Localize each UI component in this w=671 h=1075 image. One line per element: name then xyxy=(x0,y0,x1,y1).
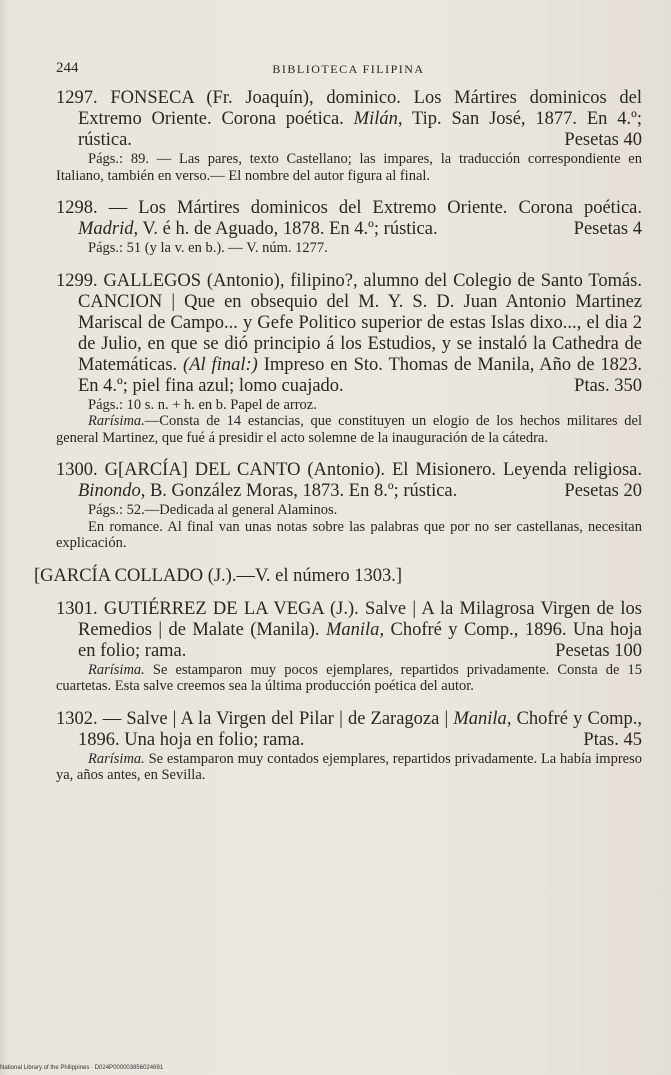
entry-text-rest: , B. González Moras, 1873. En 8.º; rústica. xyxy=(140,481,458,501)
entry-note: Págs.: 10 s. n. + h. en b. Papel de arroz. xyxy=(88,396,317,413)
entry-place: Manila xyxy=(453,708,507,729)
page-header xyxy=(56,60,641,80)
entry-place: Manila xyxy=(325,619,380,640)
entry-1299 xyxy=(56,271,642,447)
rarity-label: Rarísima. xyxy=(88,413,145,429)
rarity-label: Rarísima. xyxy=(88,750,145,767)
entry-1302 xyxy=(56,709,642,784)
entry-text-rest: Impreso en Sto. Thomas de Manila, Año de 1823. En 4.º; piel fina azul; lomo cuajado. xyxy=(78,354,642,396)
entry-text: — Salve | A la Virgen del Pilar | de Zaragoza | xyxy=(102,708,454,729)
entry-1297 xyxy=(56,88,642,184)
running-title: BIBLIOTECA FILIPINA xyxy=(272,62,425,76)
entry-text: GALLEGOS (Antonio), filipino?, alumno del Colegio de Santo Tomás. CANCION | Que en obsequio del M. Y. S. D. Juan Antonio Martinez Mariscal de Campo... y Gefe Politico superior de estas Islas dixo..., el dia 2 de Julio, en que se dió principio á los Estudios, y se instaló la Cathedra de Matemáticas. xyxy=(78,270,643,375)
library-footer: National Library of the Philippines · D024P000003856024691 xyxy=(0,1065,164,1071)
entry-number: 1297. xyxy=(56,88,98,108)
page-number: 244 xyxy=(56,60,79,76)
entry-place: (Al final:) xyxy=(183,354,258,375)
entry-text: G[ARCÍA] DEL CANTO (Antonio). El Misionero. Leyenda religiosa. xyxy=(104,460,642,480)
cross-reference: [GARCÍA COLLADO (J.).—V. el número 1303.] xyxy=(34,565,403,586)
entry-note: Págs.: 89. — Las pares, texto Castellano; las impares, la traducción correspondiente en Italiano, también en verso.— El nombre del autor figura al final. xyxy=(56,151,642,184)
entry-place: Madrid xyxy=(78,219,134,239)
entry-1300 xyxy=(56,460,642,552)
entry-text: GUTIÉRREZ DE LA VEGA (J.). Salve | A la Milagrosa Virgen de los Remedios | de Malate (Manila). xyxy=(78,598,642,640)
entry-note: Págs.: 51 (y la v. en b.). — V. núm. 1277. xyxy=(88,240,328,256)
entry-place: Milán xyxy=(353,109,398,129)
entry-price: Ptas. 45 xyxy=(583,729,642,750)
rarity-text: —Consta de 14 estancias, que constituyen un elogio de los hechos militares del general Martinez, que fué á presidir el acto solemne de la inauguración de la cátedra. xyxy=(56,413,642,446)
entry-price: Ptas. 350 xyxy=(574,375,642,396)
entry-number: 1299. xyxy=(56,270,98,291)
entry-place: Binondo xyxy=(78,481,141,501)
entry-note-rarity xyxy=(24,751,642,784)
entry-number: 1300. xyxy=(56,460,98,480)
entry-text-rest: , Tip. San José, 1877. En 4.º; rústica. xyxy=(78,109,642,150)
entry-text-rest: , V. é h. de Aguado, 1878. En 4.º; rústica. xyxy=(133,219,438,239)
entry-text: — Los Mártires dominicos del Extremo Oriente. Corona poética. xyxy=(108,198,643,218)
entry-number: 1301. xyxy=(56,598,98,619)
rarity-text: Se estamparon muy contados ejemplares, repartidos privadamente. La había impreso ya, años antes, en Sevilla. xyxy=(56,750,642,783)
entry-note-rarity xyxy=(24,413,642,446)
rarity-text: Se estamparon muy pocos ejemplares, repartidos privadamente. Consta de 15 cuartetas. Esta salve creemos sea la última producción poética del autor. xyxy=(56,661,642,694)
entry-text-rest: , Chofré y Comp., 1896. Una hoja en folio; rama. xyxy=(78,708,642,750)
entry-number: 1302. xyxy=(56,708,98,729)
entry-price: Pesetas 20 xyxy=(564,481,642,501)
entry-price: Pesetas 4 xyxy=(573,219,642,239)
rarity-label: Rarísima. xyxy=(88,661,145,678)
entry-number: 1298. xyxy=(56,198,98,218)
entry-price: Pesetas 100 xyxy=(555,640,642,661)
entry-note-2: En romance. Al final van unas notas sobre las palabras que por no ser castellanas, necesitan explicación. xyxy=(56,518,642,551)
entry-price: Pesetas 40 xyxy=(564,130,642,150)
entry-text-rest: , Chofré y Comp., 1896. Una hoja en folio; rama. xyxy=(78,619,642,661)
entries-list xyxy=(34,88,643,798)
entry-text: FONSECA (Fr. Joaquín), dominico. Los Mártires dominicos del Extremo Oriente. Corona poética. xyxy=(78,88,643,129)
entry-1301 xyxy=(56,599,642,695)
entry-note-rarity xyxy=(24,662,642,695)
entry-1298 xyxy=(56,198,642,257)
entry-note: Págs.: 52.—Dedicada al general Alaminos. xyxy=(88,502,338,518)
